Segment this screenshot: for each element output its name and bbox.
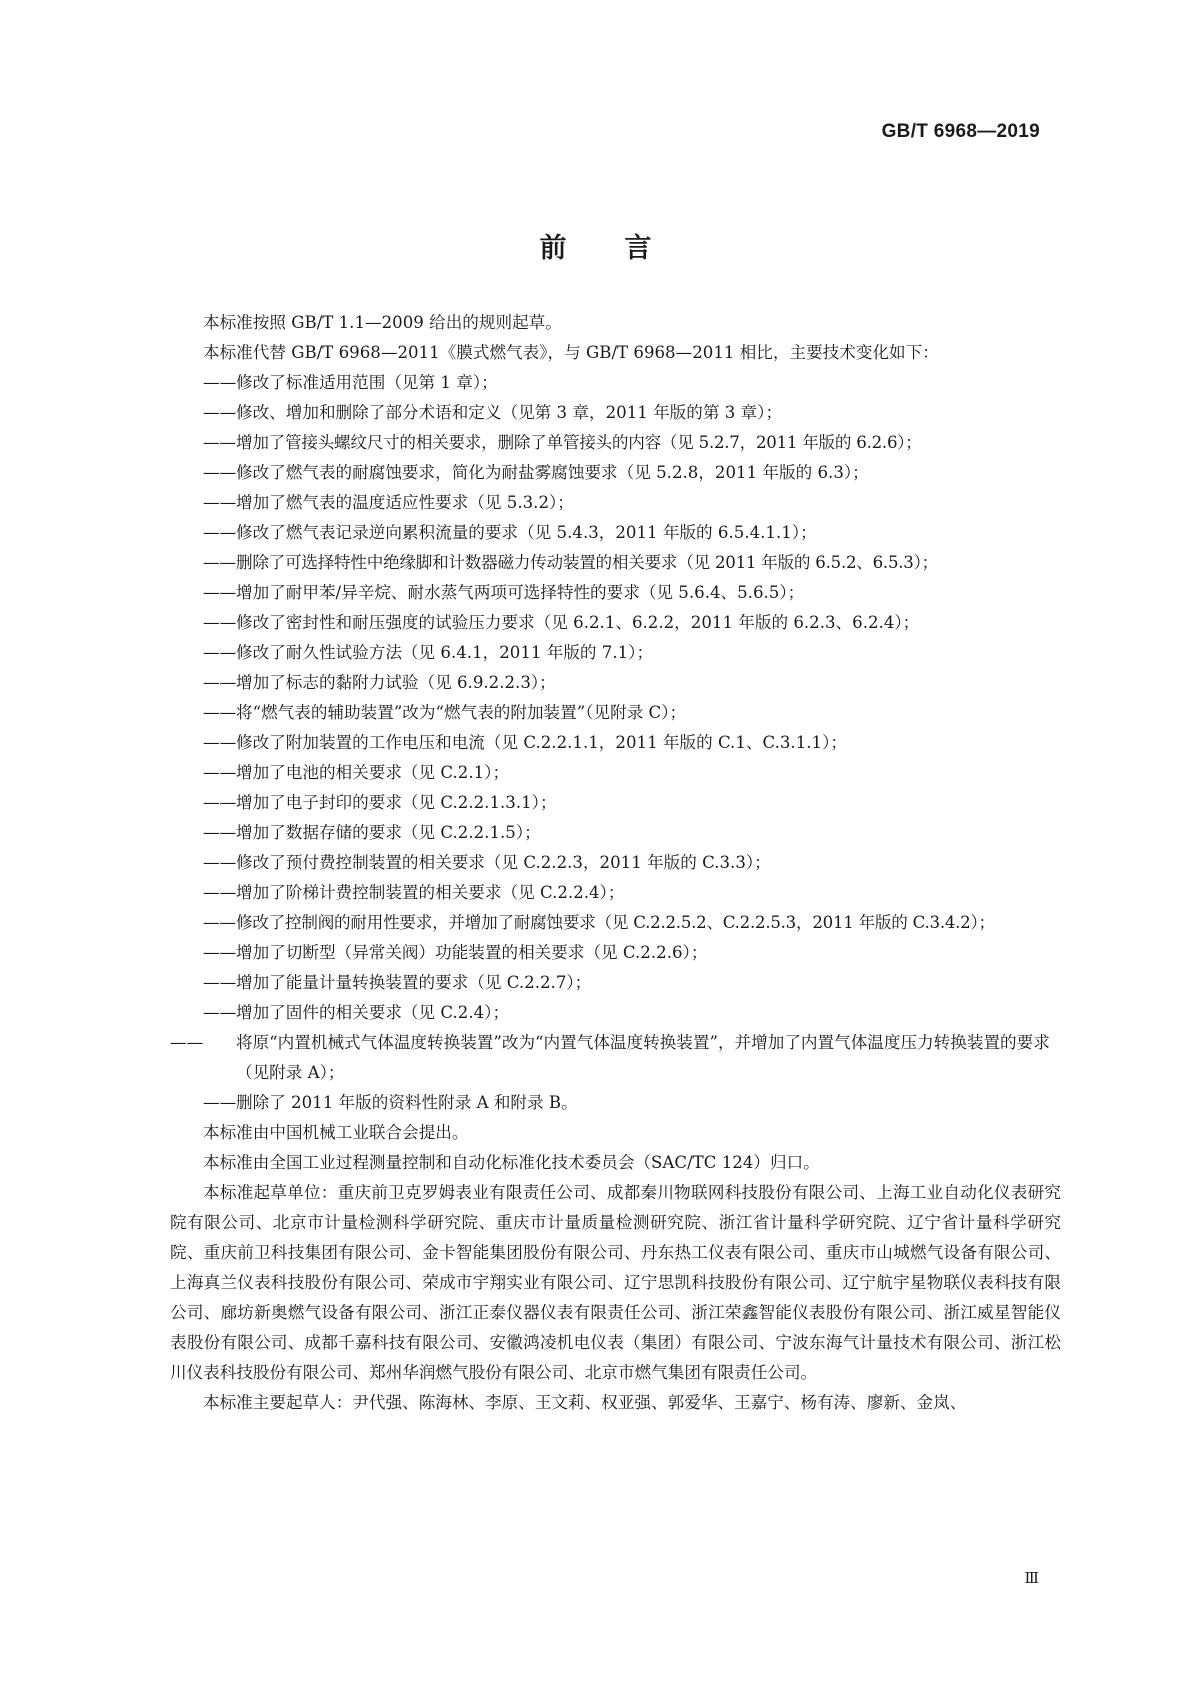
change-item [170,758,1061,788]
paragraph-centralized: 本标准由全国工业过程测量控制和自动化标准化技术委员会（SAC/TC 124）归口。 [203,1153,820,1172]
dash-marker: —— [203,493,237,512]
page-title [0,226,1191,265]
dash-marker: —— [203,613,237,632]
dash-marker: —— [203,733,237,752]
change-item [170,1028,1061,1088]
change-item [170,728,1061,758]
dash-marker: —— [203,403,237,422]
change-item-text: 修改了预付费控制装置的相关要求（见 C.2.2.3，2011 年版的 C.3.3）； [236,853,771,872]
dash-marker: —— [203,793,237,812]
change-item [170,638,1061,668]
change-item-text: 增加了标志的黏附力试验（见 6.9.2.2.3）； [236,673,556,692]
dash-marker: —— [203,913,236,932]
dash-marker: —— [203,883,237,902]
change-item [170,668,1061,698]
change-item [170,788,1061,818]
change-item-text: 删除了 2011 年版的资料性附录 A 和附录 B。 [236,1093,578,1112]
dash-marker: —— [203,943,237,962]
title-char-1: 前 [539,233,567,264]
dash-marker: —— [203,853,237,872]
dash-marker: —— [203,763,237,782]
change-item-text: 修改了燃气表记录逆向累积流量的要求（见 5.4.3，2011 年版的 6.5.4.1.1）； [236,523,817,542]
change-item [170,608,1061,638]
standard-code: GB/T 6968—2019 [881,121,1040,142]
paragraph-replacement: 本标准代替 GB/T 6968—2011《膜式燃气表》，与 GB/T 6968—2011 相比，主要技术变化如下： [203,343,939,362]
change-item-text: 增加了电子封印的要求（见 C.2.2.1.3.1）； [236,793,557,812]
document-body [170,308,1061,1418]
change-item-text: 增加了固件的相关要求（见 C.2.4）； [236,1003,510,1022]
dash-marker: —— [203,523,237,542]
change-item [170,458,1061,488]
change-item-text: 删除了可选择特性中绝缘脚和计数器磁力传动装置的相关要求（见 2011 年版的 6.5.2、6.5.3）； [236,553,938,572]
change-item-text: 修改了燃气表的耐腐蚀要求，简化为耐盐雾腐蚀要求（见 5.2.8，2011 年版的 6.3）； [236,463,869,482]
change-item-text: 增加了燃气表的温度适应性要求（见 5.3.2）； [236,493,574,512]
change-item [170,848,1061,878]
change-item [170,698,1061,728]
change-item-text: 修改了控制阀的耐用性要求，并增加了耐腐蚀要求（见 C.2.2.5.2、C.2.2.5.3，2011 年版的 C.3.4.2）； [236,913,995,932]
change-item-text: 增加了切断型（异常关阀）功能装置的相关要求（见 C.2.2.6）； [236,943,708,962]
page-number: Ⅲ [1024,1569,1039,1587]
change-item-text: 修改了密封性和耐压强度的试验压力要求（见 6.2.1、6.2.2，2011 年版的 6.2.3、6.2.4）； [236,613,920,632]
change-item [170,548,1061,578]
dash-marker: —— [203,823,237,842]
change-item-text: 修改、增加和删除了部分术语和定义（见第 3 章，2011 年版的第 3 章）； [236,403,783,422]
change-item [170,818,1061,848]
dash-marker: —— [203,553,236,572]
paragraph-proposer: 本标准由中国机械工业联合会提出。 [203,1123,469,1142]
change-item [170,488,1061,518]
paragraph-drafters: 本标准主要起草人：尹代强、陈海林、李原、王文莉、权亚强、郭爱华、王嘉宁、杨有涛、廖新、金岚、 [203,1393,967,1412]
change-item [170,968,1061,998]
change-item [170,578,1061,608]
change-item-text: 修改了附加装置的工作电压和电流（见 C.2.2.1.1，2011 年版的 C.1、C.3.1.1）； [236,733,847,752]
change-item [170,398,1061,428]
change-item-text: 将原“内置机械式气体温度转换装置”改为“内置气体温度转换装置”，并增加了内置气体温度压力转换装置的要求（见附录 A）； [236,1033,1050,1082]
change-item-text: 将“燃气表的辅助装置”改为“燃气表的附加装置”（见附录 C）； [236,703,687,722]
dash-marker: —— [203,373,237,392]
change-item [170,368,1061,398]
dash-marker: —— [170,1033,204,1052]
title-char-2: 言 [624,233,652,264]
change-item-text: 增加了数据存储的要求（见 C.2.2.1.5）； [236,823,541,842]
dash-marker: —— [203,1093,237,1112]
dash-marker: —— [203,583,237,602]
change-item [170,428,1061,458]
change-item [170,518,1061,548]
change-item-text: 增加了电池的相关要求（见 C.2.1）； [236,763,510,782]
change-item-text: 修改了耐久性试验方法（见 6.4.1，2011 年版的 7.1）； [236,643,654,662]
change-item [170,878,1061,908]
dash-marker: —— [203,433,236,452]
change-item-text: 增加了能量计量转换装置的要求（见 C.2.2.7）； [236,973,592,992]
change-item [170,908,1061,938]
change-item-text: 增加了管接头螺纹尺寸的相关要求，删除了单管接头的内容（见 5.2.7，2011 年版的 6.2.6）； [236,433,922,452]
dash-marker: —— [203,1003,237,1022]
paragraph-drafting-rules: 本标准按照 GB/T 1.1—2009 给出的规则起草。 [203,313,562,332]
change-item-text: 增加了阶梯计费控制装置的相关要求（见 C.2.2.4）； [236,883,625,902]
dash-marker: —— [203,673,237,692]
change-item [170,938,1061,968]
change-item [170,998,1061,1028]
change-item-text: 修改了标准适用范围（见第 1 章）； [236,373,498,392]
dash-marker: —— [203,463,237,482]
change-item-text: 增加了耐甲苯/异辛烷、耐水蒸气两项可选择特性的要求（见 5.6.4、5.6.5）； [236,583,805,602]
dash-marker: —— [203,973,237,992]
change-item [170,1088,1061,1118]
dash-marker: —— [203,643,237,662]
changes-list [170,368,1061,1118]
paragraph-drafting-units: 本标准起草单位：重庆前卫克罗姆表业有限责任公司、成都秦川物联网科技股份有限公司、上海工业自动化仪表研究院有限公司、北京市计量检测科学研究院、重庆市计量质量检测研究院、浙江省计量科学研究院、辽宁省计量科学研究院、重庆前卫科技集团有限公司、金卡智能集团股份有限公司、丹东热工仪表有限公司、重庆市山城燃气设备有限公司、上海真兰仪表科技股份有限公司、荣成市宇翔实业有限公司、辽宁思凯科技股份有限公司、辽宁航宇星物联仪表科技有限公司、廊坊新奥燃气设备有限公司、浙江正泰仪器仪表有限责任公司、浙江荣鑫智能仪表股份有限公司、浙江威星智能仪表股份有限公司、成都千嘉科技有限公司、安徽鸿凌机电仪表（集团）有限公司、宁波东海气计量技术有限公司、浙江松川仪表科技股份有限公司、郑州华润燃气股份有限公司、北京市燃气集团有限责任公司。 [170,1183,1061,1382]
dash-marker: —— [203,703,237,722]
